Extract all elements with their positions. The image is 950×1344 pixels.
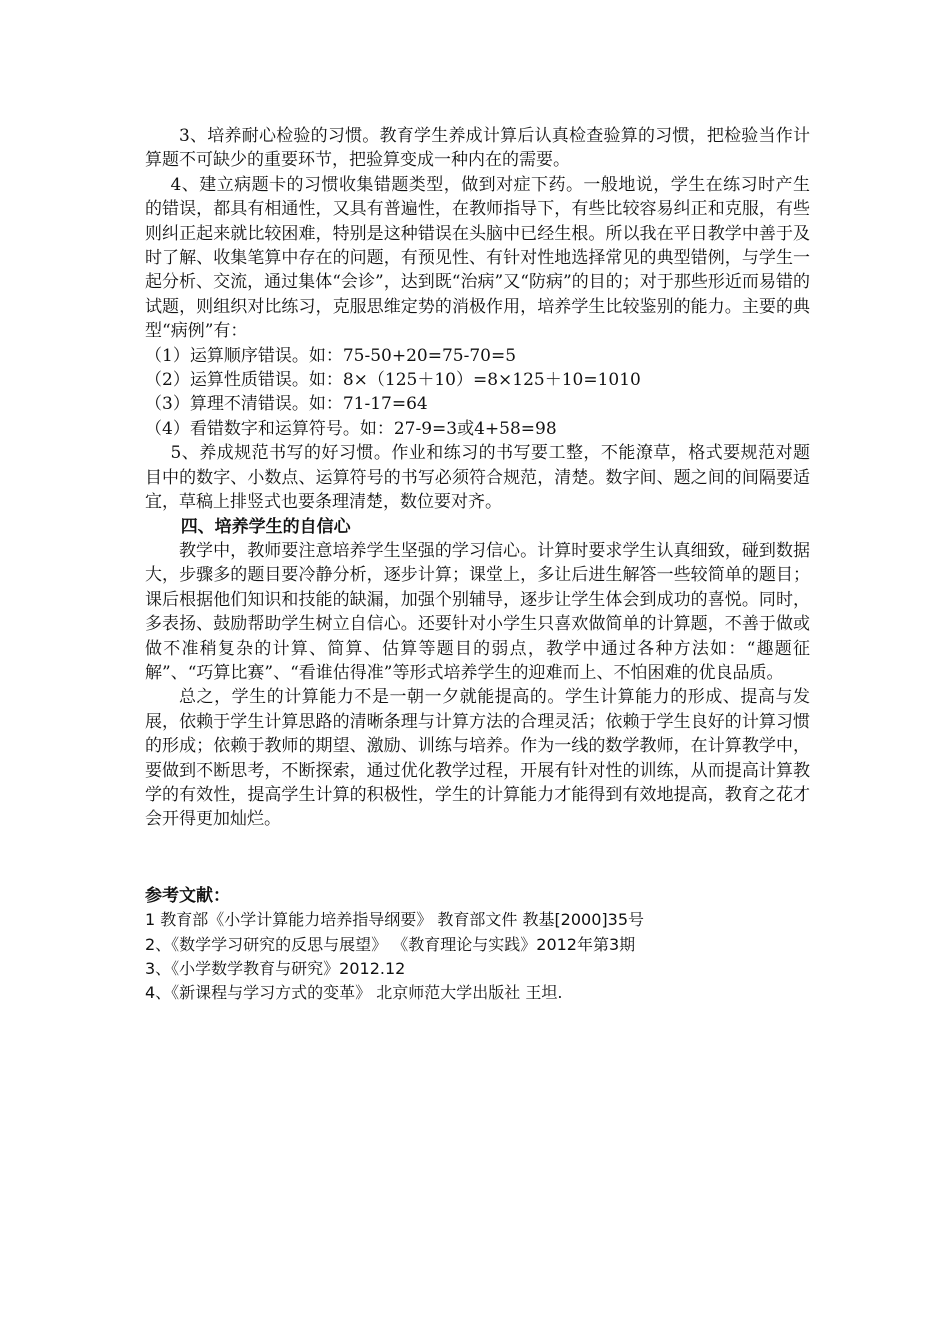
paragraph-habit-checking: 3、培养耐心检验的习惯。教育学生养成计算后认真检查验算的习惯，把检验当作计算题不可缺少的重要环节，把验算变成一种内在的需要。 (145, 126, 810, 171)
paragraph-error-cards: 4、建立病题卡的习惯收集错题类型，做到对症下药。一般地说，学生在练习时产生的错误，都具有相通性，又具有普遍性，在教师指导下，有些比较容易纠正和克服，有些则纠正起来就比较困难，特别是这种错误在头脑中已经生根。所以我在平日教学中善于及时了解、收集笔算中存在的问题，有预见性、有针对性地选择常见的典型错例，与学生一起分析、交流，通过集体“会诊”，达到既“治病”又“防病”的目的；对于那些形近而易错的试题，则组织对比练习，克服思维定势的消极作用，培养学生比较鉴别的能力。主要的典型“病例”有： (145, 174, 810, 342)
error-case-item: （3）算理不清错误。如：71-17=64 (145, 394, 428, 415)
paragraph-confidence: 教学中，教师要注意培养学生坚强的学习信心。计算时要求学生认真细致，碰到数据大，步骤多的题目要冷静分析，逐步计算；课堂上，多让后进生解答一些较简单的题目；课后根据他们知识和技能的缺漏，加强个别辅导，逐步让学生体会到成功的喜悦。同时，多表扬、鼓励帮助学生树立自信心。还要针对小学生只喜欢做简单的计算题，不善于做或做不准稍复杂的计算、简算、估算等题目的弱点，教学中通过各种方法如：“趣题征解”、“巧算比赛”、“看谁估得准”等形式培养学生的迎难而上、不怕困难的优良品质。 (145, 540, 810, 683)
paragraph-conclusion: 总之，学生的计算能力不是一朝一夕就能提高的。学生计算能力的形成、提高与发展，依赖于学生计算思路的清晰条理与计算方法的合理灵活；依赖于学生良好的计算习惯的形成；依赖于教师的期望、激励、训练与培养。作为一线的数学教师，在计算教学中，要做到不断思考，不断探索，通过优化教学过程，开展有针对性的训练，从而提高计算教学的有效性，提高学生计算的积极性，学生的计算能力才能得到有效地提高，教育之花才会开得更加灿烂。 (145, 687, 810, 830)
reference-item: 2、《数学学习研究的反思与展望》 《教育理论与实践》2012年第3期 (145, 934, 636, 954)
reference-item: 3、《小学数学教育与研究》2012.12 (145, 959, 406, 978)
reference-item: 1 教育部《小学计算能力培养指导纲要》 教育部文件 教基[2000]35号 (145, 910, 645, 930)
error-case-item: （4）看错数字和运算符号。如：27-9=3或4+58=98 (145, 418, 557, 439)
document-page (145, 124, 810, 1006)
error-case-item: （1）运算顺序错误。如：75-50+20=75-70=5 (145, 345, 517, 366)
reference-item: 4、《新课程与学习方式的变革》 北京师范大学出版社 王坦. (145, 983, 563, 1003)
references-section (145, 884, 810, 1006)
references-title: 参考文献： (145, 885, 230, 906)
section-heading-confidence: 四、培养学生的自信心 (180, 516, 351, 537)
error-case-item: （2）运算性质错误。如：8×（125＋10）=8×125＋10=1010 (145, 370, 641, 391)
paragraph-neat-writing: 5、养成规范书写的好习惯。作业和练习的书写要工整，不能潦草，格式要规范对题目中的数字、小数点、运算符号的书写必须符合规范，清楚。数字间、题之间的间隔要适宜，草稿上排竖式也要条理清楚，数位要对齐。 (145, 443, 810, 513)
